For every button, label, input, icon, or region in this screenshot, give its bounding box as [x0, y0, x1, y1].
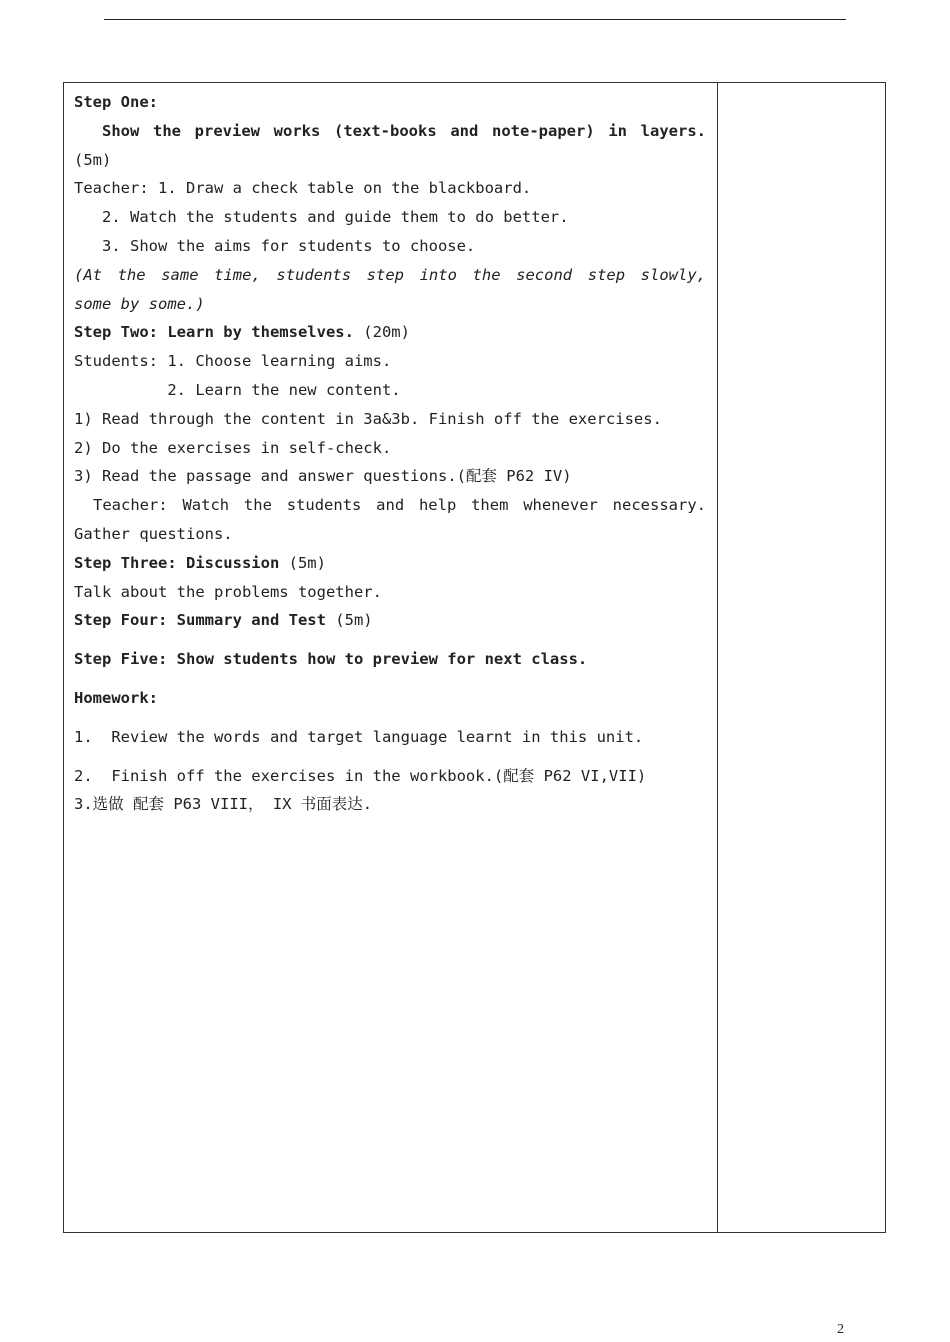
task-1: 1) Read through the content in 3a&3b. Finish off the exercises. [74, 409, 662, 428]
lesson-table [63, 82, 886, 1233]
note-line-2: some by some.) [74, 294, 205, 313]
step-four-heading: Step Four: Summary and Test [74, 611, 326, 630]
step-two-time: (20m) [353, 323, 410, 342]
homework-item-2: 2. Finish off the exercises in the workbook.(配套 P62 VI,VII) [74, 766, 647, 785]
students-item-1: Students: 1. Choose learning aims. [74, 352, 392, 371]
notes-cell [718, 83, 885, 1232]
step-two-heading: Step Two: Learn by themselves. [74, 323, 354, 342]
step-four-time: (5m) [325, 611, 373, 630]
teacher-item-3: 3. Show the aims for students to choose. [74, 236, 476, 255]
homework-item-1: 1. Review the words and target language learnt in this unit. [74, 727, 644, 746]
step-two-line [74, 318, 706, 347]
teacher-item-2: 2. Watch the students and guide them to do better. [74, 208, 569, 227]
step-one-task: Show the preview works (text-books and note-paper) in layers. [102, 121, 706, 140]
task-2: 2) Do the exercises in self-check. [74, 438, 392, 457]
discussion-text: Talk about the problems together. [74, 582, 382, 601]
header-rule [104, 19, 846, 20]
step-three-line [74, 549, 706, 578]
homework-heading: Homework: [74, 688, 158, 707]
students-item-2: 2. Learn the new content. [74, 380, 401, 399]
teacher-item-1: Teacher: 1. Draw a check table on the blackboard. [74, 179, 532, 198]
teacher-watch: Teacher: Watch the students and help them whenever necessary. [93, 496, 706, 515]
step-three-heading: Step Three: Discussion [74, 553, 280, 572]
step-five-heading: Step Five: Show students how to preview for next class. [74, 650, 588, 669]
task-3: 3) Read the passage and answer questions.(配套 P62 IV) [74, 467, 572, 486]
note-line-1: (At the same time, students step into the second step slowly, [74, 265, 706, 284]
step-one-heading: Step One: [74, 93, 158, 111]
gather-questions: Gather questions. [74, 524, 233, 543]
step-three-time: (5m) [279, 553, 326, 572]
procedure-cell [74, 88, 706, 819]
homework-item-3: 3.选做 配套 P63 VIII， IX 书面表达. [74, 795, 373, 814]
step-four-line [74, 606, 706, 635]
page-number: 2 [837, 1322, 844, 1337]
step-one-time: (5m) [74, 150, 112, 169]
